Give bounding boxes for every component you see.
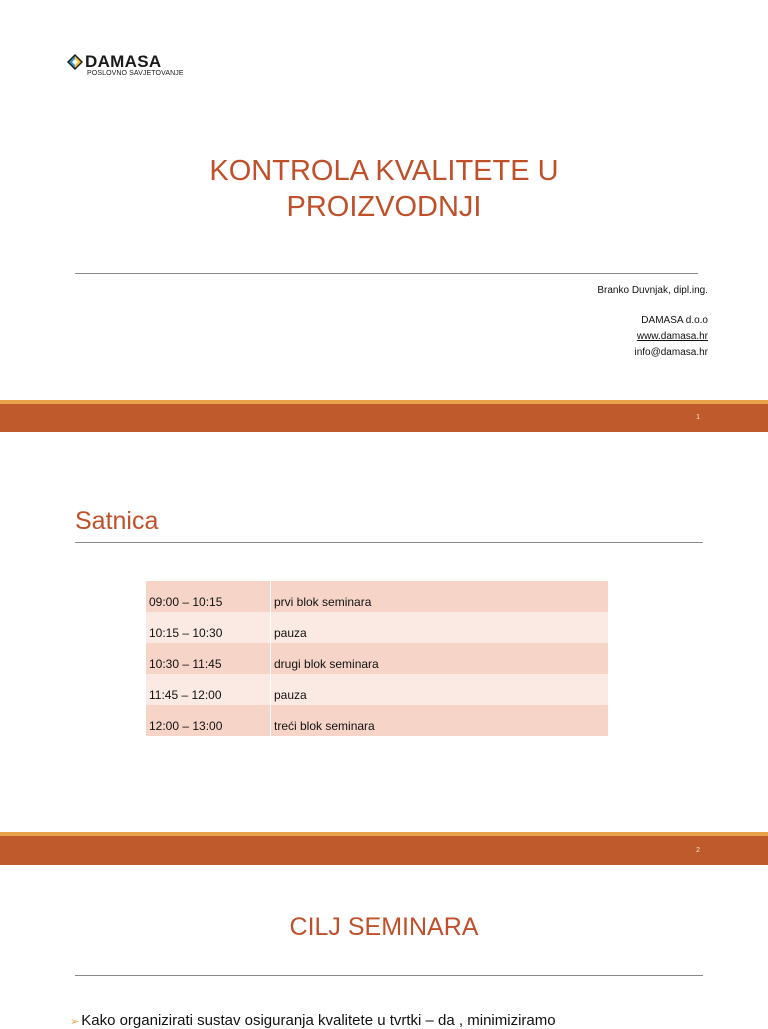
footer-band [0, 832, 768, 865]
slide-3 [0, 865, 768, 1024]
slide-1 [0, 0, 768, 432]
time-cell: 11:45 – 12:00 [146, 674, 271, 705]
footer-band [0, 400, 768, 432]
bullet-item [70, 1012, 556, 1029]
logo-wordmark: DAMASA [85, 52, 162, 71]
page-number: 2 [696, 847, 700, 854]
heading-divider [75, 542, 703, 543]
activity-cell: drugi blok seminara [271, 643, 609, 674]
table-row [146, 705, 608, 736]
table-row [146, 643, 608, 674]
schedule-table [146, 581, 608, 736]
email-address: info@damasa.hr [634, 347, 708, 358]
time-cell: 10:30 – 11:45 [146, 643, 271, 674]
table-row [146, 612, 608, 643]
author-block [597, 283, 708, 361]
title-line-1: KONTROLA KVALITETE U [209, 155, 559, 187]
bullet-arrow-icon: ➢ [70, 1016, 80, 1028]
table-row [146, 674, 608, 705]
activity-cell: pauza [271, 674, 609, 705]
damasa-logo-icon [67, 54, 83, 70]
table-row [146, 581, 608, 612]
company-name: DAMASA d.o.o [641, 315, 708, 326]
logo-tagline: POSLOVNO SAVJETOVANJE [87, 70, 184, 77]
presentation-title [0, 153, 768, 225]
heading-divider [75, 975, 703, 976]
title-divider [75, 273, 698, 274]
slide-heading: Satnica [75, 507, 159, 535]
bullet-text: Kako organizirati sustav osiguranja kvalitete u tvrtki – da , minimiziramo [81, 1012, 556, 1029]
time-cell: 10:15 – 10:30 [146, 612, 271, 643]
author-name: Branko Duvnjak, dipl.ing. [597, 285, 708, 296]
slide-heading: CILJ SEMINARA [289, 913, 479, 941]
activity-cell: pauza [271, 612, 609, 643]
activity-cell: prvi blok seminara [271, 581, 609, 612]
time-cell: 09:00 – 10:15 [146, 581, 271, 612]
website-link[interactable]: www.damasa.hr [636, 331, 708, 342]
activity-cell: treći blok seminara [271, 705, 609, 736]
page-number: 1 [696, 414, 700, 421]
title-line-2: PROIZVODNJI [286, 191, 482, 223]
time-cell: 12:00 – 13:00 [146, 705, 271, 736]
